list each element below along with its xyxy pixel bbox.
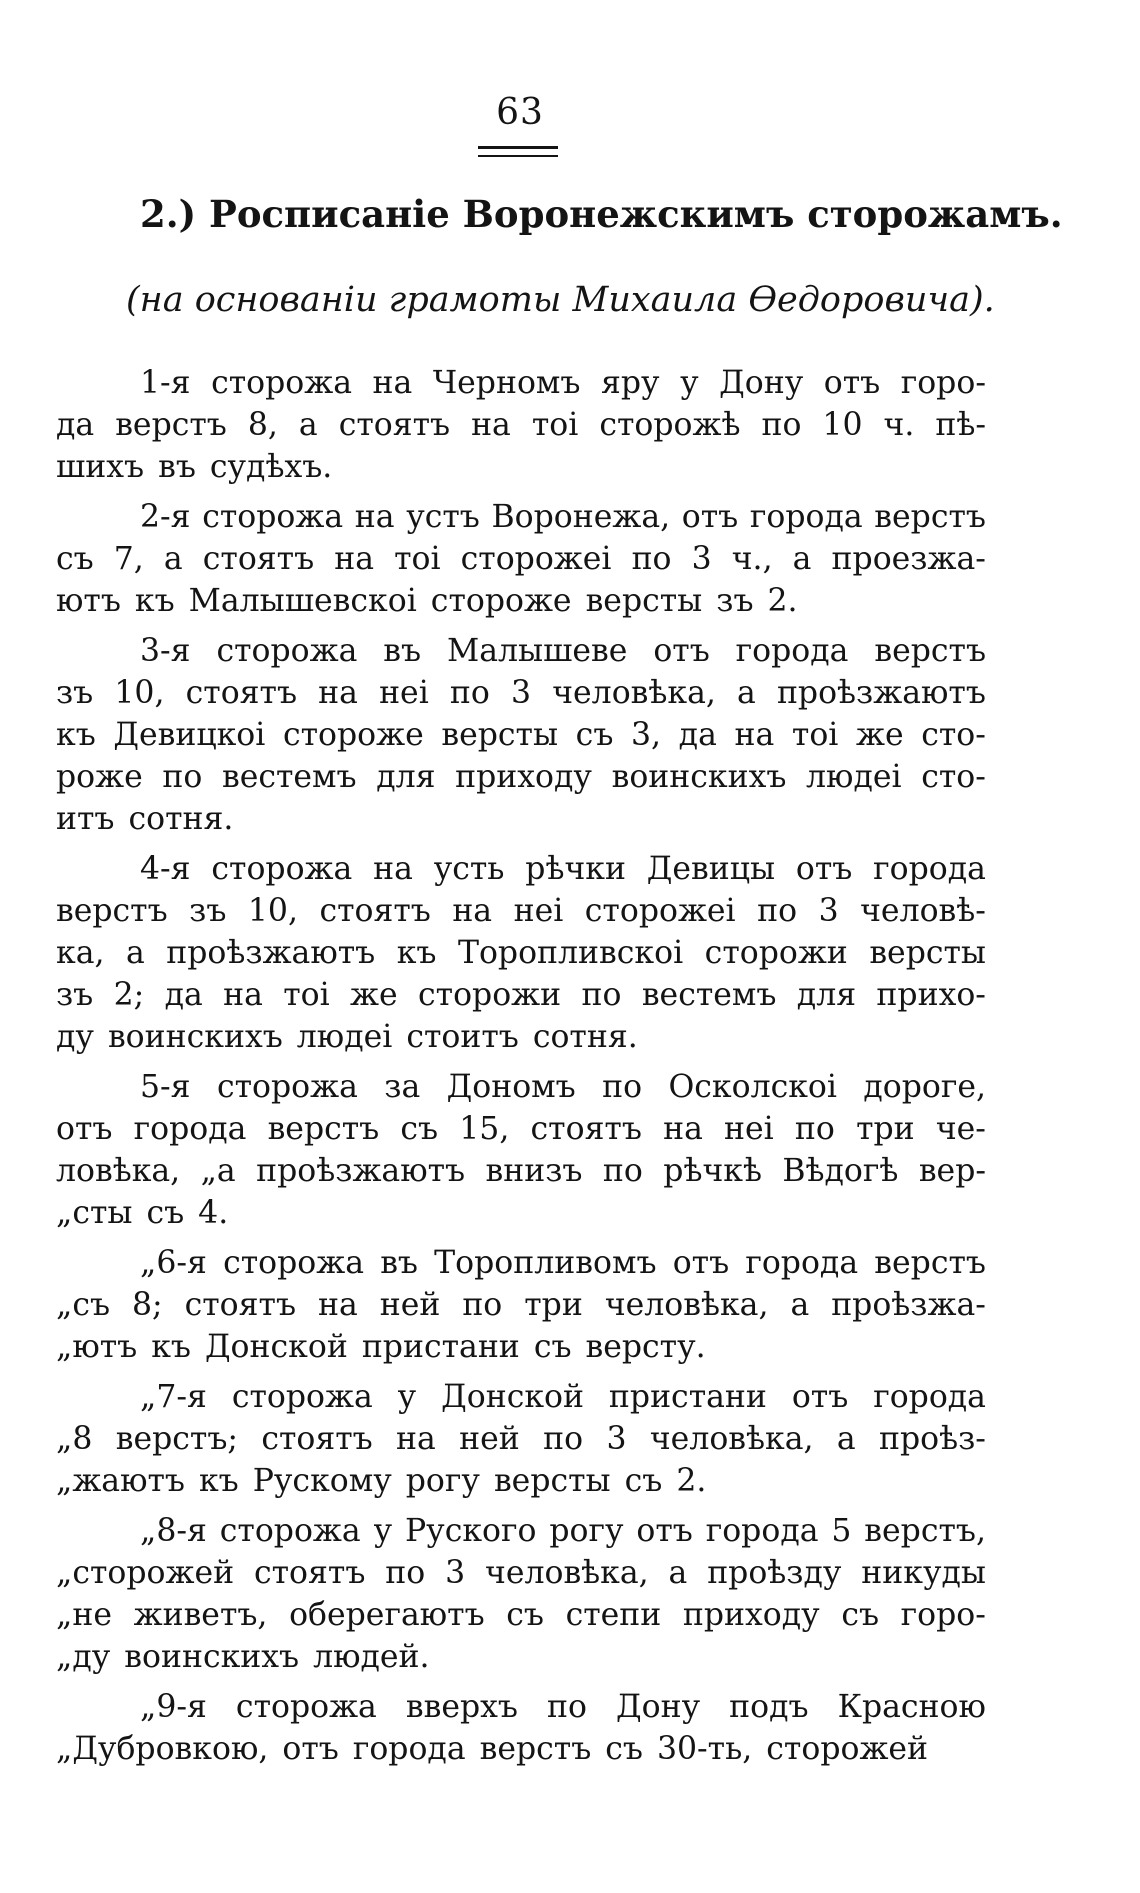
text-line: отъ города верстъ съ 15, стоятъ на неі по три че- bbox=[56, 1111, 986, 1147]
text-line: „сторожей стоятъ по 3 человѣка, а проѣзду никуды bbox=[56, 1555, 986, 1591]
text-line: „7-я сторожа у Донской пристани отъ города bbox=[140, 1379, 986, 1415]
text-line: „сты съ 4. bbox=[56, 1195, 229, 1231]
text-line: 2-я сторожа на устъ Воронежа, отъ города верстъ bbox=[140, 499, 986, 535]
text-line: зъ 10, стоятъ на неі по 3 человѣка, а проѣзжаютъ bbox=[56, 675, 986, 711]
text-line: „съ 8; стоятъ на ней по три человѣка, а проѣзжа- bbox=[56, 1287, 986, 1323]
text-line: „не живетъ, оберегаютъ съ степи приходу съ горо- bbox=[56, 1597, 986, 1633]
text-line: „6-я сторожа въ Торопливомъ отъ города верстъ bbox=[140, 1245, 986, 1281]
text-line: „жаютъ къ Рускому рогу версты съ 2. bbox=[56, 1463, 707, 1499]
text-line: „ду воинскихъ людей. bbox=[56, 1639, 430, 1675]
paragraph-3 bbox=[56, 630, 986, 840]
text-line: итъ сотня. bbox=[56, 801, 234, 837]
text-line: роже по вестемъ для приходу воинскихъ людеі сто- bbox=[56, 759, 986, 795]
paragraph-8 bbox=[56, 1510, 986, 1678]
text-line: 1-я сторожа на Черномъ яру у Дону отъ горо- bbox=[140, 365, 986, 401]
text-line: 5-я сторожа за Дономъ по Осколскоі дороге, bbox=[140, 1069, 986, 1105]
paragraph-7 bbox=[56, 1376, 986, 1502]
text-line: шихъ въ судѣхъ. bbox=[56, 449, 333, 485]
text-line: ка, а проѣзжаютъ къ Торопливскоі сторожи версты bbox=[56, 935, 986, 971]
text-line: „8 верстъ; стоятъ на ней по 3 человѣка, а проѣз- bbox=[56, 1421, 986, 1457]
text-line: 3-я сторожа въ Малышеве отъ города верстъ bbox=[140, 633, 986, 669]
text-line: съ 7, а стоятъ на тоі сторожеі по 3 ч., а проезжа- bbox=[56, 541, 986, 577]
text-line: „8-я сторожа у Руского рогу отъ города 5 верстъ, bbox=[140, 1513, 986, 1549]
text-line: „Дубровкою, отъ города верстъ съ 30-ть, сторожей bbox=[56, 1731, 929, 1767]
paragraph-4 bbox=[56, 848, 986, 1058]
text-line: ютъ къ Малышевскоі стороже версты зъ 2. bbox=[56, 583, 798, 619]
paragraph-5 bbox=[56, 1066, 986, 1234]
text-line: „9-я сторожа вверхъ по Дону подъ Красною bbox=[140, 1689, 986, 1725]
paragraph-6 bbox=[56, 1242, 986, 1368]
text-line: къ Девицкоі стороже версты съ 3, да на тоі же сто- bbox=[56, 717, 986, 753]
text-line: ду воинскихъ людеі стоитъ сотня. bbox=[56, 1019, 638, 1055]
section-heading: 2.) Росписаніе Воронежскимъ сторожамъ. bbox=[140, 192, 1063, 236]
page-number-rule bbox=[478, 146, 558, 157]
page-number: 63 bbox=[496, 92, 544, 133]
text-line: зъ 2; да на тоі же сторожи по вестемъ для прихо- bbox=[56, 977, 986, 1013]
text-line: да верстъ 8, а стоятъ на тоі сторожѣ по 10 ч. пѣ- bbox=[56, 407, 986, 443]
text-line: ловѣка, „а проѣзжаютъ внизъ по рѣчкѣ Вѣдогѣ вер- bbox=[56, 1153, 986, 1189]
body-text bbox=[56, 362, 986, 1778]
text-line: „ютъ къ Донской пристани съ версту. bbox=[56, 1329, 706, 1365]
section-subheading: (на основаніи грамоты Михаила Өедоровича). bbox=[126, 280, 995, 320]
text-line: верстъ зъ 10, стоятъ на неі сторожеі по 3 человѣ- bbox=[56, 893, 986, 929]
paragraph-9 bbox=[56, 1686, 986, 1770]
paragraph-2 bbox=[56, 496, 986, 622]
text-line: 4-я сторожа на усть рѣчки Девицы отъ города bbox=[140, 851, 986, 887]
paragraph-1 bbox=[56, 362, 986, 488]
